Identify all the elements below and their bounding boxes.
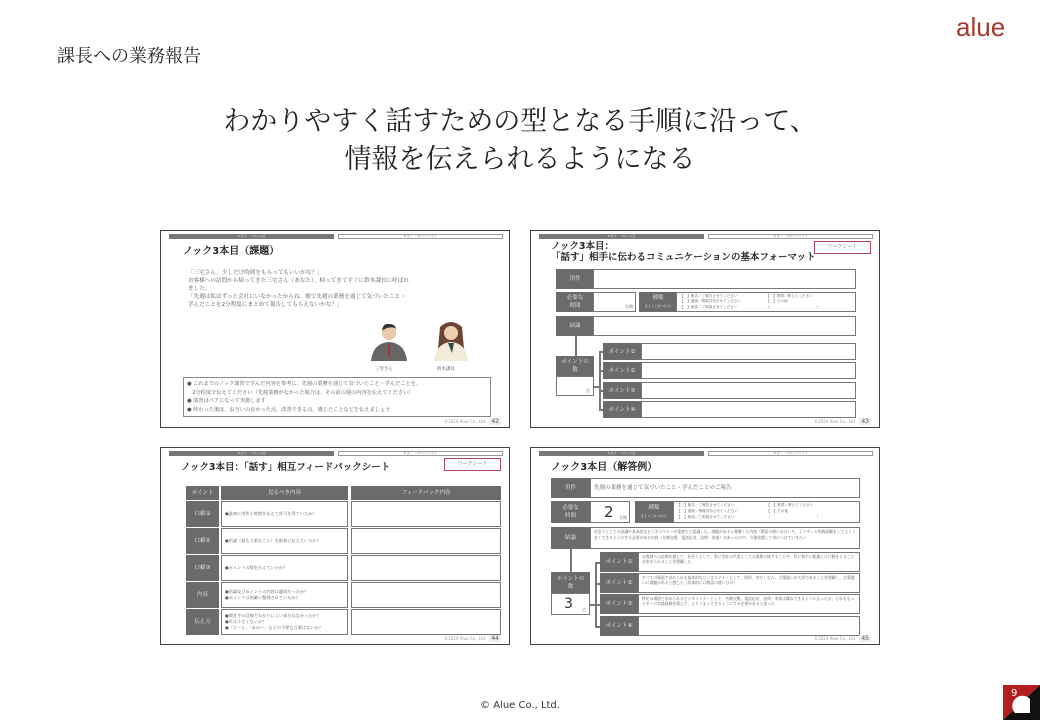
slide-thumbnail-44: [160, 447, 510, 645]
bullet: 2分程度で伝えてください（先週業務がなかった場合は、その前の週の内容を伝えてください）: [187, 389, 414, 396]
slide-title: [551, 241, 816, 263]
point-label: ポイント④: [600, 616, 638, 636]
slide-page-number: 42: [491, 418, 499, 425]
page-number-badge: [1003, 685, 1040, 720]
label-line: 数: [567, 583, 574, 590]
row-label: 内容: [186, 582, 219, 608]
kind-options: [676, 292, 856, 312]
progress-bar-write: Ⅲ 書く ・ 0からプロセス: [338, 234, 503, 239]
worksheet-badge: ワークシート: [814, 241, 871, 254]
row-label: 口癖③: [186, 555, 219, 581]
text-line: 学んだことを2分程度にまとめて報告してもらえないかな？」: [188, 302, 343, 308]
slide-title: ノック3本目（解答例）: [551, 462, 658, 473]
kind-option: 【 】相談／ご相談させてください: [677, 515, 735, 519]
point-field: 特定の場面で求められるビジネスマナーとして、名刺交換、電話応対、訪問・来客は概ねできるようになったが、どれももっと多くの実践経験を積んで、よりうまくできるようにする必要があると思った: [638, 594, 860, 614]
check-item: ●ポイントは的確に整理されていたか？: [225, 595, 300, 600]
connector-line: [575, 336, 577, 356]
slide-thumbnail-43: [530, 230, 880, 428]
check-item: ●結論（最も大事なこと）を最初に伝えていたか？: [225, 538, 321, 543]
kind-option: （ ）: [766, 515, 821, 519]
slide-footer: [444, 635, 501, 642]
count-label: [556, 356, 594, 376]
column-header: フィードバック内容: [351, 486, 501, 500]
time-unit: 分間: [625, 304, 633, 309]
point-label: ポイント①: [600, 552, 638, 572]
corner-decoration-icon: [1003, 685, 1040, 720]
bracket-line: [599, 351, 601, 409]
scenario-text: [188, 269, 409, 309]
headline-line-2: 情報を伝えられるようになる: [344, 144, 696, 175]
row-check-items: [221, 609, 348, 635]
bullet: ● 演習はペアになって実施します: [187, 398, 266, 405]
subject-label: 用件: [556, 269, 594, 289]
point-label: ポイント②: [600, 573, 638, 593]
feedback-field: [351, 528, 501, 554]
label-line: 時間: [569, 303, 581, 309]
subject-field: [593, 269, 856, 289]
text-line: 「先週は私はずっと会社にいなかったからね。後で先週の業務を通じて気づいたこと・: [188, 294, 406, 300]
kind-option: 【 】その他: [766, 509, 789, 513]
point-label: ポイント①: [603, 343, 641, 360]
feedback-field: [351, 609, 501, 635]
point-label: ポイント④: [603, 401, 641, 418]
point-field: [641, 382, 856, 399]
count-unit: 点: [582, 607, 586, 612]
label-line: ポイントの: [561, 359, 589, 365]
slide-footer: [814, 418, 871, 425]
kind-option: 【 】報告／ご報告させてください: [680, 294, 738, 298]
alue-logo: alue: [956, 12, 1006, 42]
progress-bar-write: Ⅲ 書く ・ 0からプロセス: [708, 451, 873, 456]
point-label: ポイント③: [600, 594, 638, 614]
slide-title: ノック3本目：「話す」相互フィードバックシート: [181, 462, 391, 473]
column-header: 見るべき内容: [221, 486, 348, 500]
copyright: © Alue Co., Ltd.: [480, 700, 560, 711]
bullet: ● これまでのノック演習で学んだ内容を参考に、先週の業務を通じて気づいたこと・学んだことを、: [187, 381, 422, 387]
label-line: 必要な: [566, 295, 584, 301]
kind-option: 【 】その他: [766, 299, 788, 304]
column-header: ポイント: [186, 486, 219, 500]
kind-label: [635, 501, 673, 523]
label-line: 種類: [648, 505, 660, 511]
section-title: 課長への業務報告: [57, 46, 201, 67]
slide-footer: [814, 635, 871, 642]
check-item: ●最初に用件と時間を伝えて許可を得ていたか？: [225, 511, 317, 516]
text-line: お客様への訪問から帰ってきた三宅さん（あなた）。帰ってきてすぐに鈴木課長に呼ばれ: [188, 278, 409, 284]
time-label: [556, 292, 594, 312]
kind-option: 【 】質問／教えてください: [766, 294, 813, 298]
label-sub: （【 】に〇をつける）: [643, 304, 673, 308]
count-field: [556, 376, 594, 396]
instructions-box: [183, 377, 491, 417]
label-line: 時間: [564, 513, 576, 519]
point-field: [641, 362, 856, 379]
check-item: ●「えーと」「あの～」などの不要な言葉はないか？: [225, 625, 323, 630]
progress-bar-talk: Ⅲ 話す ・ 0からの話: [169, 451, 334, 456]
progress-bar-talk: Ⅲ 話す ・ 0からの話: [539, 234, 704, 239]
point-field: お客様への訪問を通じて、社会人として、常に会社の代表としてお客様に接することや、常に相手に配慮した行動をとることが求められることを理解した: [638, 552, 860, 572]
headline-line-1: わかりやすく話すための型となる手順に沿って、: [223, 106, 817, 137]
kind-option: （ ）: [766, 304, 820, 309]
slide-page-number: 43: [861, 418, 869, 425]
row-check-items: [221, 501, 348, 527]
man-illustration: [369, 317, 409, 361]
feedback-field: [351, 555, 501, 581]
count-unit: 点: [586, 388, 590, 393]
slide-copyright: ©2024 Alue Co., Ltd.: [444, 419, 487, 424]
point-label: ポイント②: [603, 362, 641, 379]
worksheet-badge: ワークシート: [444, 458, 501, 471]
row-label: 口癖②: [186, 528, 219, 554]
slide-copyright: ©2024 Alue Co., Ltd.: [814, 636, 857, 641]
label-line: 数: [572, 367, 578, 373]
subject-field: 先週の業務を通じて気づいたこと・学んだことのご報告: [590, 478, 860, 498]
time-field: [593, 292, 636, 312]
feedback-field: [351, 501, 501, 527]
point-field: [641, 343, 856, 360]
slide-title: ノック3本目（課題）: [183, 246, 280, 257]
row-label: 口癖①: [186, 501, 219, 527]
progress-bar-talk: Ⅲ 話す ・ 0からの話: [169, 234, 334, 239]
kind-option: 【 】連絡／情報共有させてください: [680, 299, 742, 304]
count-label: [551, 572, 590, 593]
slide-page-number: 45: [861, 635, 869, 642]
row-check-items: [221, 528, 348, 554]
bullet: ● 終わった後は、お互いの良かった点、改善できる点、感じたことなどを伝えましょう: [187, 406, 391, 413]
page-number: 9: [1011, 688, 1018, 699]
point-field: [641, 401, 856, 418]
row-check-items: [221, 555, 348, 581]
feedback-field: [351, 582, 501, 608]
count-value: 3: [564, 596, 573, 612]
kind-option: 【〇】報告／ご報告させてください: [677, 503, 735, 507]
check-item: ●聞き手の目線でわかりにくい部分はなかったか？: [225, 613, 321, 618]
conclusion-field: 社会人としての意識や基本的なビジネスマナーが重要だと認識した。課題があると理解した内容（敬語の使い分け）や、より多くの実践経験をしてよりうまくできるようにする必要がある内容（名刺交換、電話応対、訪問・来客）があったので、今後実践して身につけていきたい: [590, 527, 860, 549]
slide-copyright: ©2024 Alue Co., Ltd.: [444, 636, 487, 641]
progress-bar-write: Ⅲ 書く ・ 0からプロセス: [708, 234, 873, 239]
woman-illustration: [431, 317, 471, 361]
connector-line: [570, 549, 572, 572]
check-item: ●結論及びポイントの内容は適切だったか？: [225, 589, 309, 594]
label-line: 種類: [652, 295, 664, 301]
text-line: 「三宅さん、少しだけ時間をもらってもいいかな？」: [188, 270, 323, 276]
progress-bar-write: Ⅲ 書く ・ 0からプロセス: [338, 451, 503, 456]
kind-option: 【 】連絡／情報共有させてください: [677, 509, 739, 513]
row-check-items: [221, 582, 348, 608]
point-field: すべての場面で求められる基本的なビジネスマナーとして、挨拶、身だしなみ、言葉遣いが大切であることを理解し、言葉遣いに課題があると感じた（具体的には敬語の使い分け）: [638, 573, 860, 593]
person-label: 鈴木課長: [437, 367, 455, 372]
slide-page-number: 44: [491, 635, 499, 642]
person-label: 三宅さん: [375, 367, 393, 372]
kind-options: [673, 501, 860, 523]
title-line: 「話す」相手に伝わるコミュニケーションの基本フォーマット: [551, 252, 816, 263]
title-line: ノック3本目：: [551, 241, 614, 252]
time-unit: 分間: [619, 515, 627, 520]
time-value: 2: [604, 503, 614, 521]
check-item: ●ポイントの数を伝えていたか？: [225, 565, 288, 570]
time-field: [590, 501, 630, 523]
slide-thumbnail-42: [160, 230, 510, 428]
point-label: ポイント③: [603, 382, 641, 399]
label-line: 必要な: [562, 505, 579, 511]
headline: [0, 103, 1040, 179]
label-line: ポイントの: [556, 575, 585, 582]
label-sub: （【 】に〇をつける）: [639, 514, 669, 518]
text-line: ました。: [188, 286, 211, 292]
count-field: [551, 593, 590, 615]
progress-bar-talk: Ⅲ 話す ・ 0からの話: [539, 451, 704, 456]
slide-copyright: ©2024 Alue Co., Ltd.: [814, 419, 857, 424]
kind-option: 【 】相談／ご相談させてください: [680, 304, 738, 309]
bracket-line: [595, 562, 597, 626]
conclusion-field: [593, 316, 856, 336]
slide-thumbnail-45: [530, 447, 880, 645]
kind-option: 【 】質問／教えてください: [766, 503, 814, 507]
conclusion-label: 結論: [556, 316, 594, 336]
subject-label: 用件: [551, 478, 590, 498]
kind-label: [639, 292, 677, 312]
conclusion-label: 結論: [551, 527, 590, 549]
row-label: 伝え方: [186, 609, 219, 635]
slide-footer: [444, 418, 501, 425]
bracket-line: [594, 386, 600, 388]
point-field: [638, 616, 860, 636]
check-item: ●声は小さくないか？: [225, 619, 267, 624]
time-label: [551, 501, 590, 523]
